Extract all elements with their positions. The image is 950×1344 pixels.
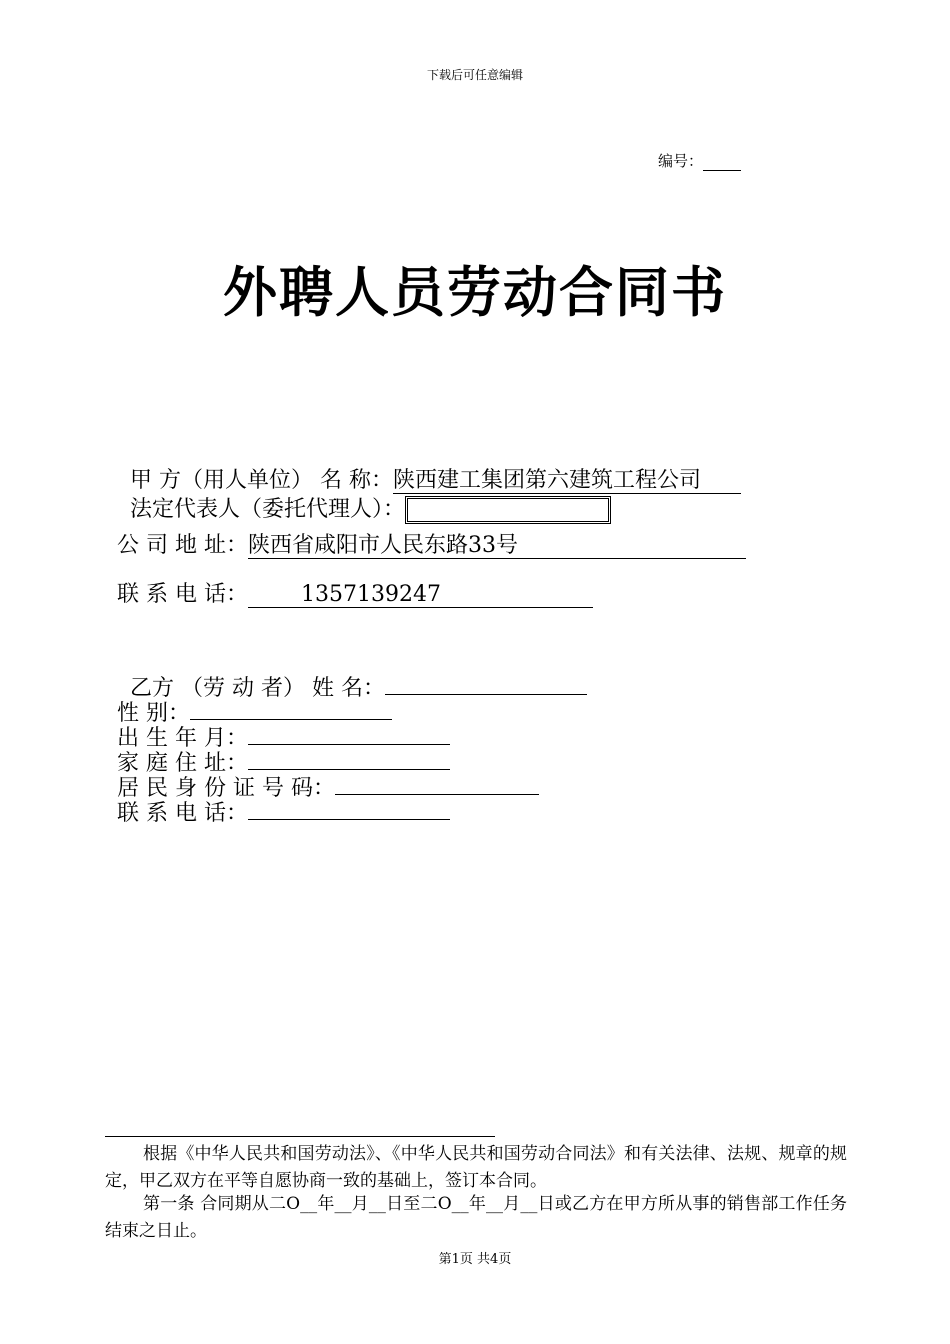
party-b-phone-field[interactable] — [248, 795, 450, 820]
party-b-id-field[interactable] — [335, 770, 539, 795]
party-a-address-row — [117, 533, 746, 559]
party-a-name-label: 甲 方（用人单位） 名 称： — [130, 468, 393, 493]
party-b-id-label: 居 民 身 份 证 号 码： — [117, 776, 335, 801]
serial-number — [658, 150, 741, 171]
header-note: 下载后可任意编辑 — [426, 68, 523, 82]
party-a-address-value: 陕西省咸阳市人民东路33号 — [248, 534, 746, 559]
page-number: 第1页 共4页 — [438, 1252, 512, 1267]
party-b-name-label: 乙方 （劳 动 者） 姓 名： — [130, 676, 385, 701]
document-title: 外聘人员劳动合同书 — [223, 260, 727, 324]
party-a-rep-row — [130, 496, 611, 524]
party-a-rep-field[interactable] — [405, 496, 611, 524]
serial-blank — [703, 156, 741, 171]
party-b-home-label: 家 庭 住 址： — [117, 751, 248, 776]
intro-paragraph: 根据《中华人民共和国劳动法》、《中华人民共和国劳动合同法》和有关法律、法规、规章的规定，甲乙双方在平等自愿协商一致的基础上，签订本合同。 — [105, 1144, 847, 1191]
party-a-address-label: 公 司 地 址： — [117, 533, 248, 558]
party-b-phone-label: 联 系 电 话： — [117, 801, 248, 826]
party-a-phone-label: 联 系 电 话： — [117, 582, 248, 607]
party-b-birth-label: 出 生 年 月： — [117, 726, 248, 751]
party-b-birth-field[interactable] — [248, 720, 450, 745]
section-divider — [105, 1136, 495, 1137]
party-b-home-field[interactable] — [248, 745, 450, 770]
party-a-phone-value: 1357139247 — [300, 582, 441, 607]
party-b-name-field[interactable] — [385, 670, 587, 695]
party-b-gender-label: 性 别： — [117, 701, 190, 726]
party-b-gender-field[interactable] — [190, 695, 392, 720]
party-b-phone-row — [117, 795, 450, 827]
party-a-name-row — [130, 468, 741, 494]
article-one-paragraph: 第一条 合同期从二O__年__月__日至二O__年__月__日或乙方在甲方所从事的销售部工作任务结束之日止。 — [105, 1194, 847, 1241]
party-a-rep-label: 法定代表人（委托代理人）： — [130, 497, 406, 522]
party-a-phone-row — [117, 582, 593, 608]
serial-label: 编号： — [658, 152, 704, 170]
party-a-name-value: 陕西建工集团第六建筑工程公司 — [393, 469, 741, 494]
